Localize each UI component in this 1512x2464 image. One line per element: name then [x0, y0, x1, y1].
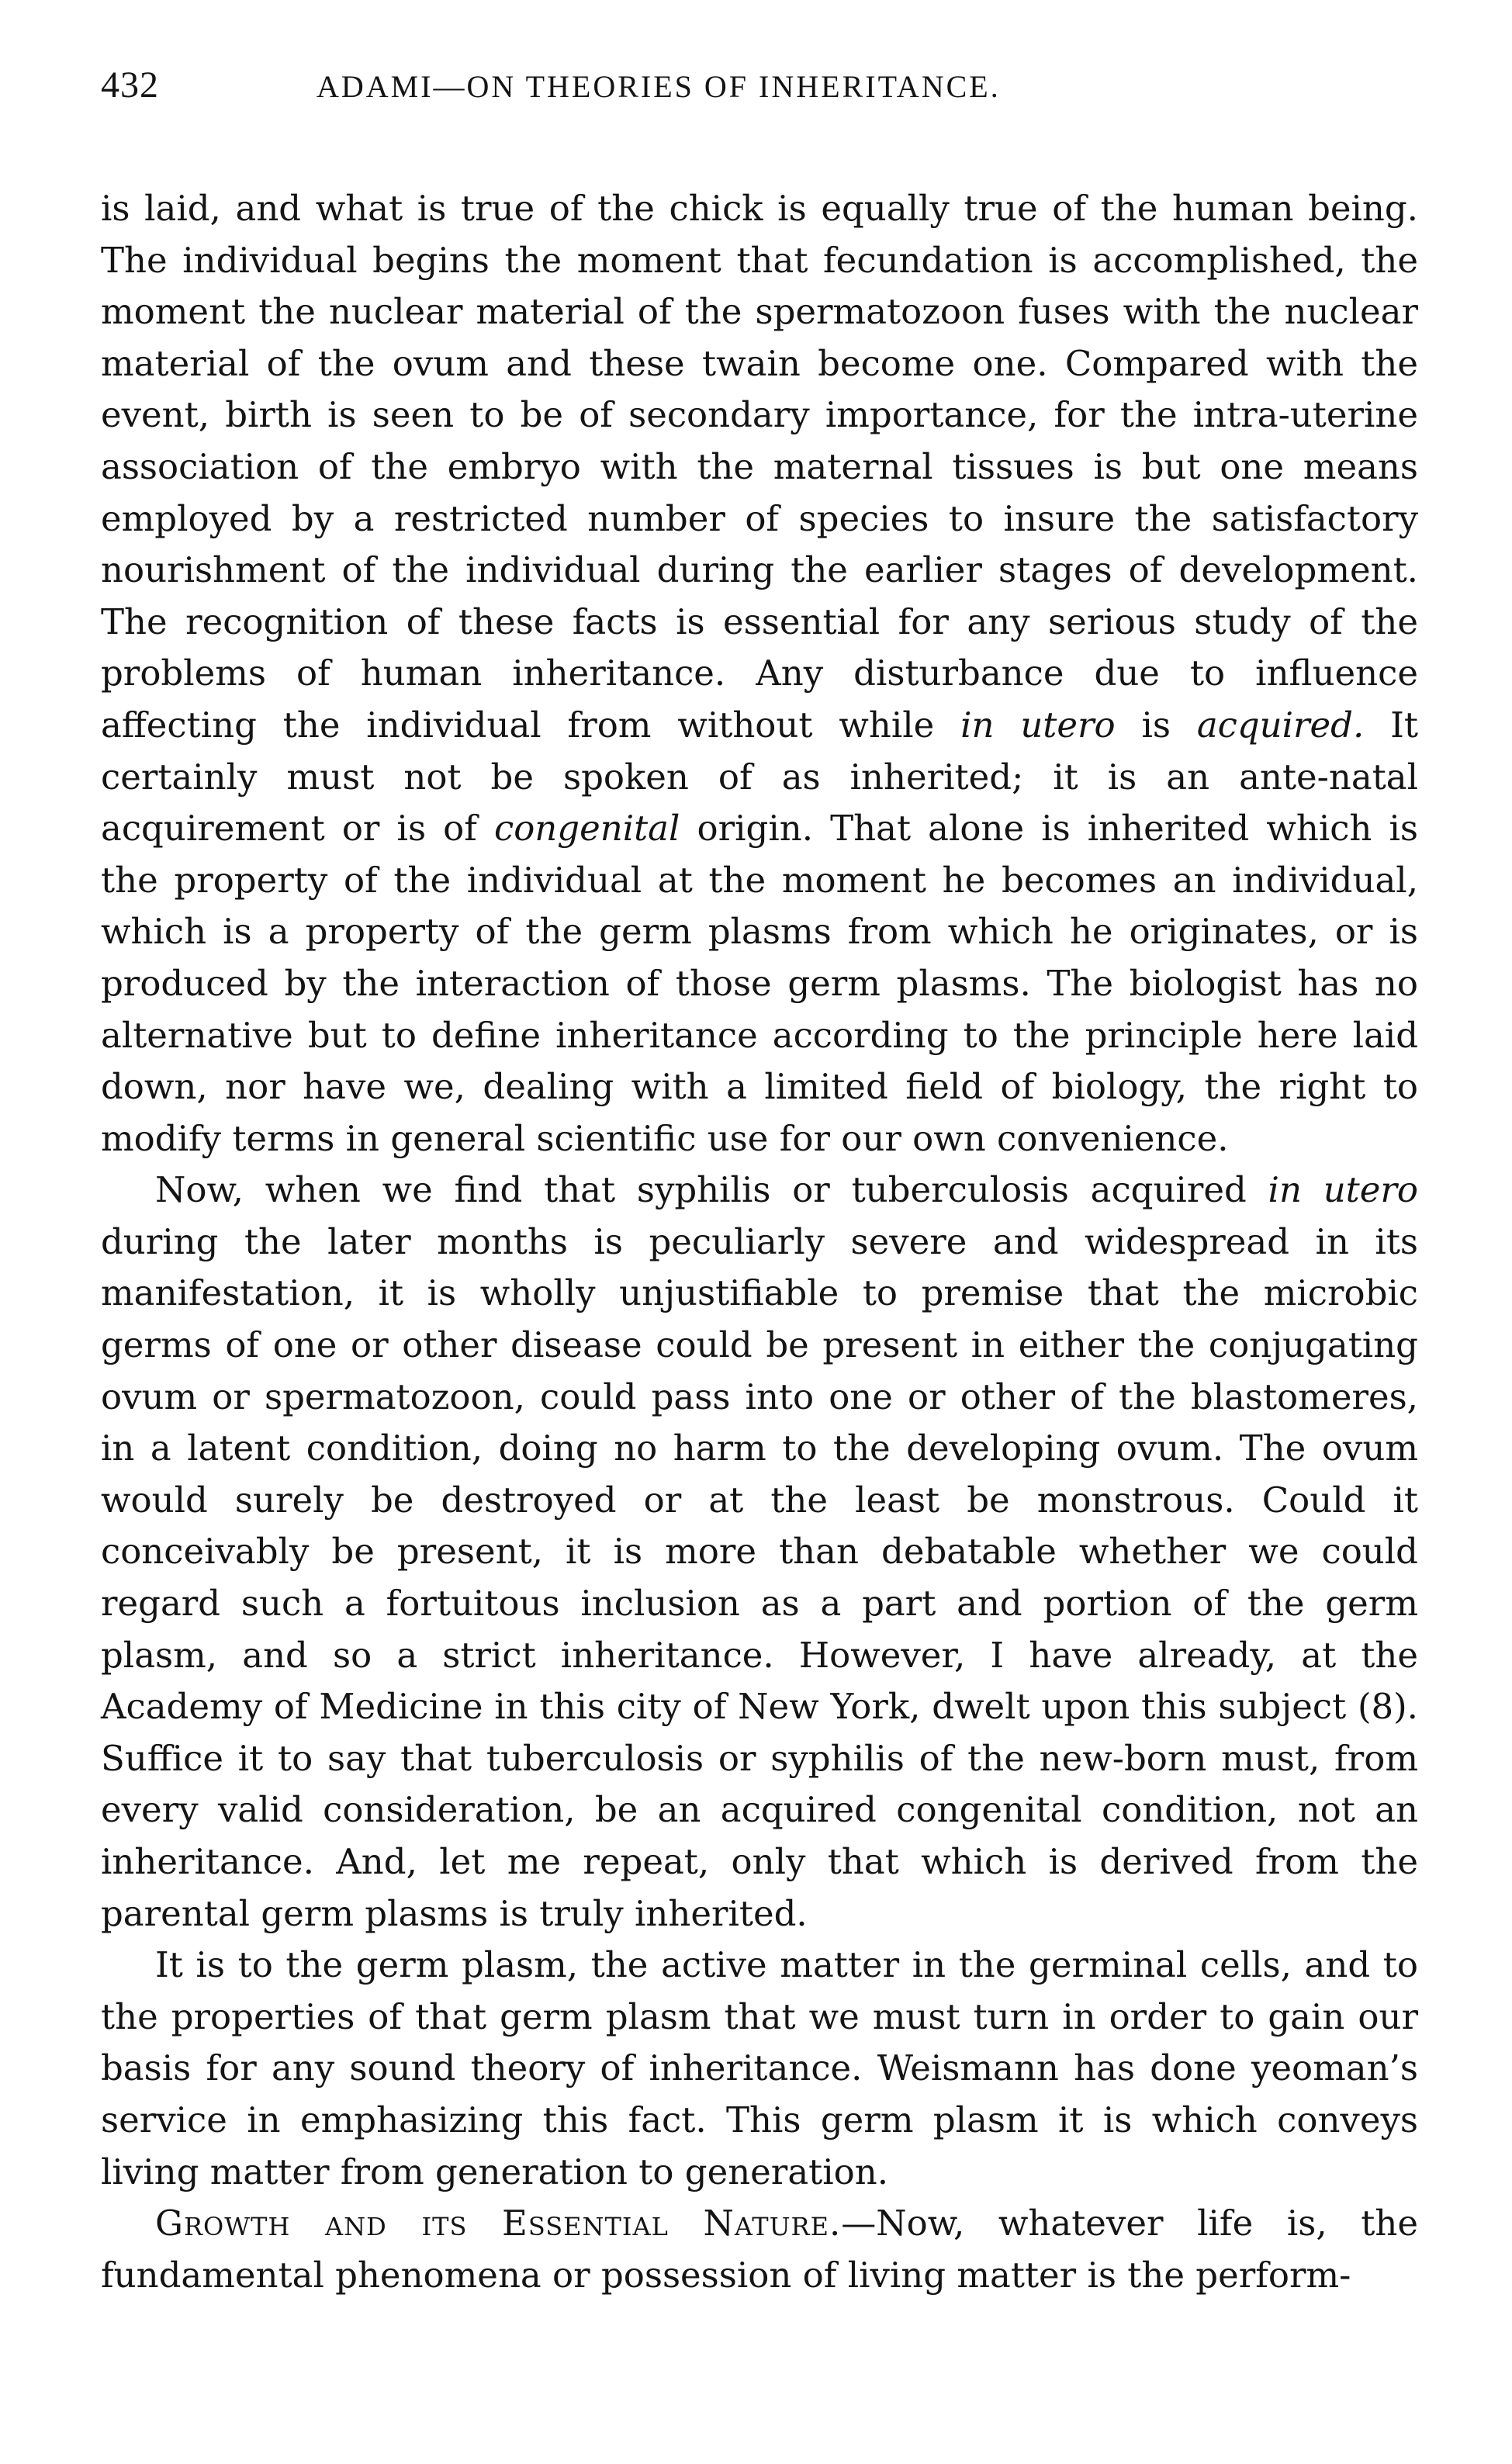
text-run: is	[1115, 704, 1197, 746]
page-number: 432	[101, 64, 159, 106]
paragraph-3	[101, 1940, 1418, 2198]
running-title: ADAMI—ON THEORIES OF INHERITANCE.	[317, 69, 1001, 104]
body-text	[101, 183, 1418, 2301]
text-run: is laid, and what is true of the chick is equally true of the human being. The individual begins the moment that fecundation is accomplished, the moment the nuclear material of the spermatozoon fuses with the nuclear material of the ovum and these twain become one. Compared with the event, birth is seen to be of secondary importance, for the intra-uterine association of the embryo with the maternal tissues is but one means employed by a restricted number of species to insure the satisfactory nourishment of the individual during the earlier stages of development. The recognition of these facts is essential for any serious study of the problems of human inheritance. Any disturbance due to influence affecting the individual from without while	[101, 188, 1418, 746]
paragraph-2	[101, 1165, 1418, 1940]
paragraph-4	[101, 2198, 1418, 2301]
text-run: Now, when we find that syphilis or tuberculosis acquired	[155, 1169, 1268, 1211]
italic-run: congenital	[494, 808, 680, 850]
text-run: It certainly must not be spoken of as inherited; it is an ante-natal acquirement or is of	[101, 704, 1419, 850]
text-run: origin. That alone is inherited which is the property of the individual at the moment he becomes an individual, which is a property of the germ plasms from which he originates, or is produced by the interaction of those germ plasms. The biologist has no alternative but to define inheritance according to the principle here laid down, nor have we, dealing with a limited field of biology, the right to modify terms in general scientific use for our own convenience.	[101, 808, 1418, 1159]
italic-run: in utero	[960, 704, 1116, 746]
text-run: during the later months is peculiarly severe and widespread in its manifestation, it is wholly unjustifiable to premise that the microbic germs of one or other disease could be present in either the conjugating ovum or spermatozoon, could pass into one or other of the blastomeres, in a latent condition, doing no harm to the developing ovum. The ovum would surely be destroyed or at the least be monstrous. Could it conceivably be present, it is more than debatable whether we could regard such a fortuitous inclusion as a part and portion of the germ plasm, and so a strict inheritance. However, I have already, at the Academy of Medicine in this city of New York, dwelt upon this subject (8). Suffice it to say that tuberculosis or syphilis of the new-born must, from every valid consideration, be an acquired congenital condition, not an inheritance. And, let me repeat, only that which is derived from the parental germ plasms is truly inherited.	[101, 1220, 1418, 1934]
italic-run: in utero	[1268, 1169, 1418, 1211]
text-run: It is to the germ plasm, the active matter in the germinal cells, and to the properties of that germ plasm that we must turn in order to gain our basis for any sound theory of inheritance. Weismann has done yeoman’s service in emphasizing this fact. This germ plasm it is which conveys living matter from generation to generation.	[101, 1944, 1418, 2192]
running-head	[101, 64, 1434, 133]
text-run: —Now, whatever life is, the fundamental phenomena or possession of living matter is the perform-	[101, 2203, 1418, 2296]
italic-run: acquired.	[1196, 704, 1365, 746]
section-heading: Growth and its Essential Nature.	[155, 2203, 842, 2244]
paragraph-1	[101, 183, 1418, 1165]
